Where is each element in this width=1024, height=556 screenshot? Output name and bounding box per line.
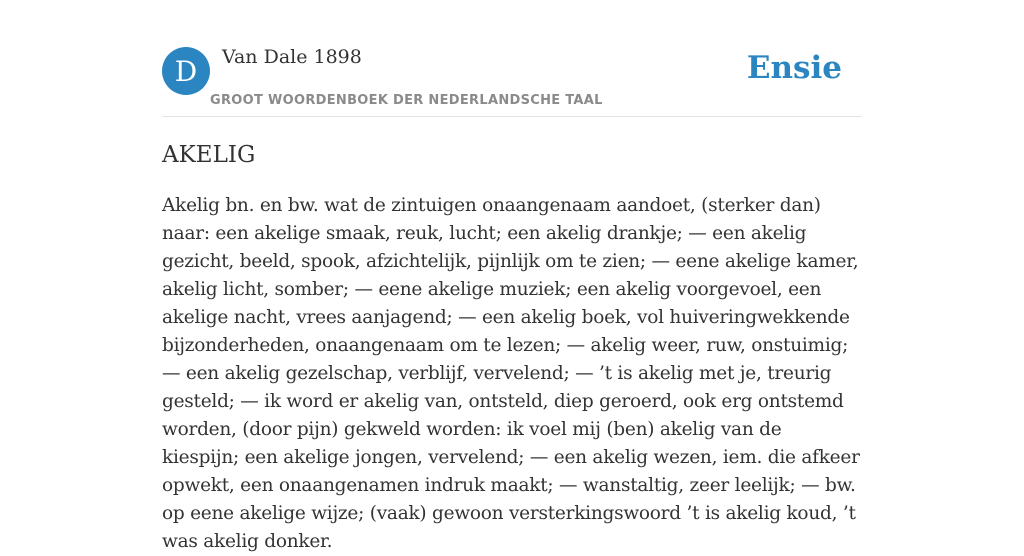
- source-header: [162, 0, 862, 117]
- page-content: [162, 0, 862, 556]
- source-subtitle: GROOT WOORDENBOEK DER NEDERLANDSCHE TAAL: [210, 93, 603, 108]
- ensie-logo[interactable]: Ensie: [746, 50, 842, 86]
- entry-definition: Akelig bn. en bw. wat de zintuigen onaangenaam aandoet, (sterker dan) naar: een akelige smaak, reuk, lucht; een akelig drankje; — een akelig gezicht, beeld, spook, afzichtelijk, pijnlijk om te zien; — eene akelige kamer, akelig licht, somber; — eene akelige muziek; een akelig voorgevoel, een akelige nacht, vrees aanjagend; — een akelig boek, vol huiveringwekkende bijzonderheden, onaangenaam om te lezen; — akelig weer, ruw, onstuimig; — een akelig gezelschap, verblijf, vervelend; — ’t is akelig met je, treurig gesteld; — ik word er akelig van, ontsteld, diep geroerd, ook erg ontstemd worden, (door pijn) gekweld worden: ik voel mij (ben) akelig van de kiespijn; een akelige jongen, vervelend; — een akelig wezen, iem. die afkeer opwekt, een onaangenamen indruk maakt; — wanstaltig, zeer leelijk; — bw. op eene akelige wijze; (vaak) gewoon versterkingswoord ’t is akelig koud, ’t was akelig donker.: [162, 195, 860, 552]
- source-logo[interactable]: D: [162, 47, 210, 95]
- source-title[interactable]: Van Dale 1898: [222, 46, 362, 68]
- entry-headword: AKELIG: [162, 142, 256, 168]
